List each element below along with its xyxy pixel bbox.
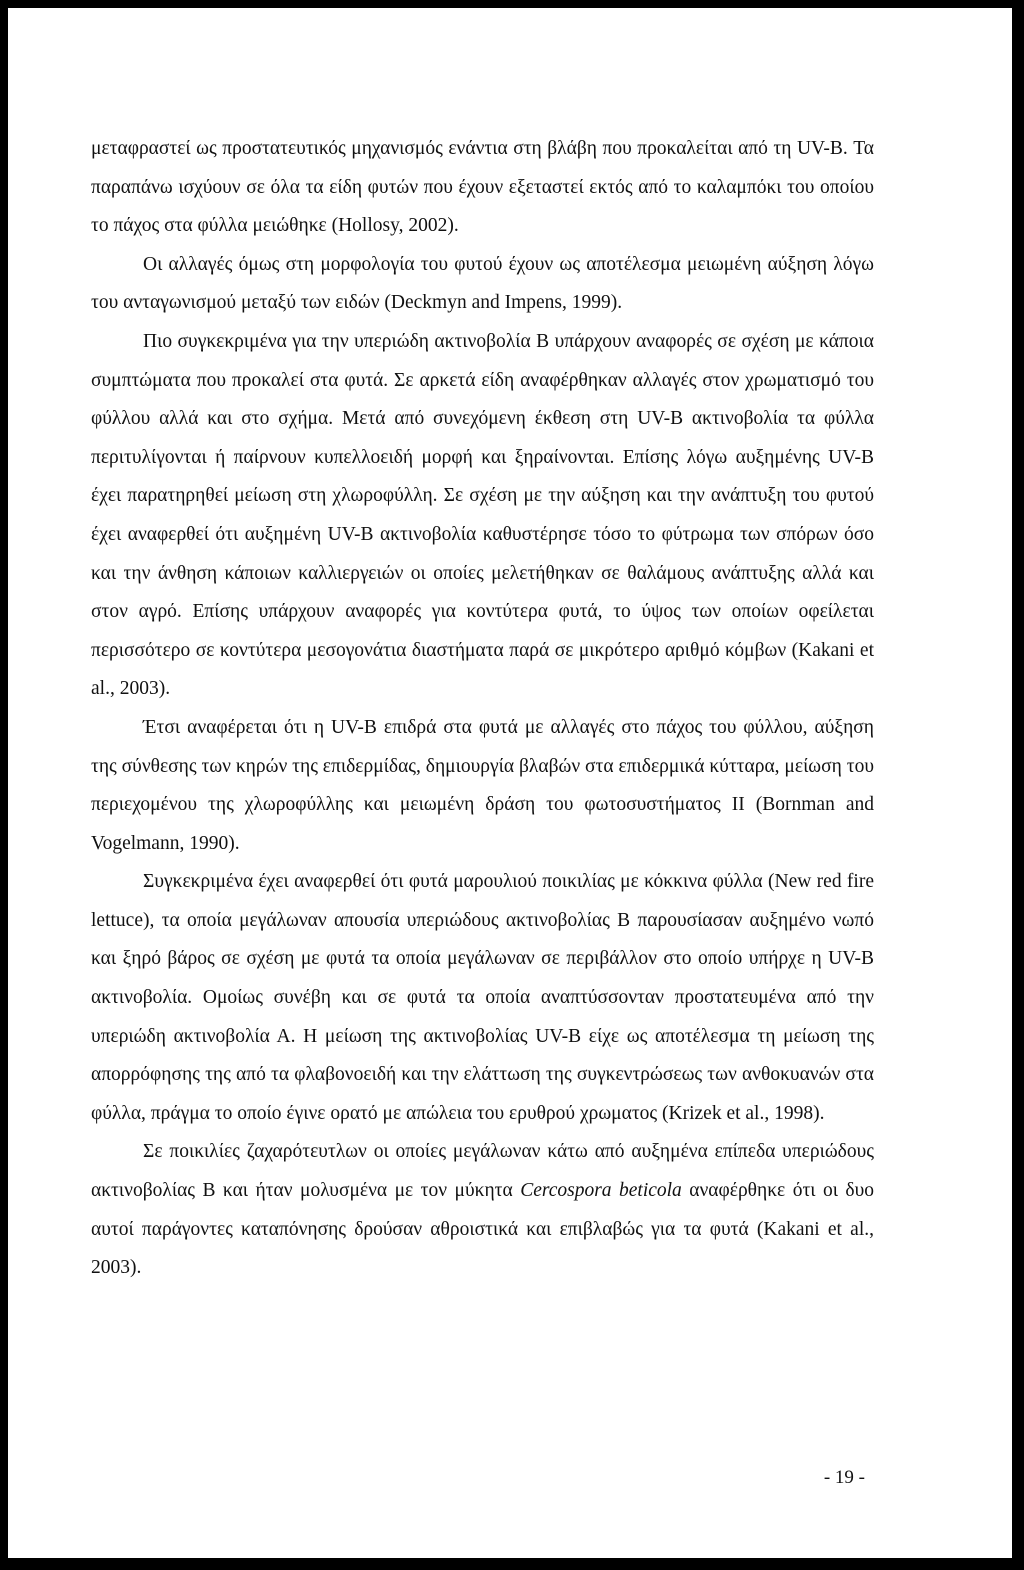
paragraph-2: Οι αλλαγές όμως στη μορφολογία του φυτού έχουν ως αποτέλεσμα μειωμένη αύξηση λόγω του ανταγωνισμού μεταξύ των ειδών (Deckmyn and Impens, 1999). [91,253,874,314]
paragraph-3: Πιο συγκεκριμένα για την υπεριώδη ακτινοβολία Β υπάρχουν αναφορές σε σχέση με κάποια συμπτώματα που προκαλεί στα φυτά. Σε αρκετά είδη αναφέρθηκαν αλλαγές στον χρωματισμό του φύλλου αλλά και στο σχήμα. Μετά από συνεχόμενη έκθεση στη UV-B ακτινοβολία τα φύλλα περιτυλίγονται ή παίρνουν κυπελλοειδή μορφή και ξηραίνονται. Επίσης λόγω αυξημένης UV-B έχει παρατηρηθεί μείωση στη χλωροφύλλη. Σε σχέση με την αύξηση και την ανάπτυξη του φυτού έχει αναφερθεί ότι αυξημένη UV-B ακτινοβολία καθυστέρησε τόσο το φύτρωμα των σπόρων όσο και την άνθηση κάποιων καλλιεργειών οι οποίες μελετήθηκαν σε θαλάμους ανάπτυξης αλλά και στον αγρό. Επίσης υπάρχουν αναφορές για κοντύτερα φυτά, το ύψος των οποίων οφείλεται περισσότερο σε κοντύτερα μεσογονάτια διαστήματα παρά σε μικρότερο αριθμό κόμβων (Kakani et al., 2003). [91,330,874,700]
paragraph-1: μεταφραστεί ως προστατευτικός μηχανισμός ενάντια στη βλάβη που προκαλείται από τη UV-B. Τα παραπάνω ισχύουν σε όλα τα είδη φυτών που έχουν εξεταστεί εκτός από το καλαμπόκι του οποίου το πάχος στα φύλλα μειώθηκε (Hollosy, 2002). [91,138,874,237]
body-text [91,130,874,1288]
species-name-italic: Cercospora beticola [520,1180,682,1202]
paragraph-6 [91,1133,874,1287]
paragraph-5: Συγκεκριμένα έχει αναφερθεί ότι φυτά μαρουλιού ποικιλίας με κόκκινα φύλλα (New red fire lettuce), τα οποία μεγάλωναν απουσία υπεριώδους ακτινοβολίας Β παρουσίασαν αυξημένο νωπό και ξηρό βάρος σε σχέση με φυτά τα οποία μεγάλωναν σε περιβάλλον στο οποίο υπήρχε η UV-B ακτινοβολία. Ομοίως συνέβη και σε φυτά τα οποία αναπτύσσονταν προστατευμένα από την υπεριώδη ακτινοβολία Α. Η μείωση της ακτινοβολίας UV-B είχε ως αποτέλεσμα τη μείωση της απορρόφησης της από τα φλαβονοειδή και την ελάττωση της συγκεντρώσεως των ανθοκυανών στα φύλλα, πράγμα το οποίο έγινε ορατό με απώλεια του ερυθρού χρωματος (Krizek et al., 1998). [91,871,874,1124]
page-number: - 19 - [823,1467,865,1488]
paragraph-4: Έτσι αναφέρεται ότι η UV-B επιδρά στα φυτά με αλλαγές στο πάχος του φύλλου, αύξηση της σύνθεσης των κηρών της επιδερμίδας, δημιουργία βλαβών στα επιδερμικά κύτταρα, μείωση του περιεχομένου της χλωροφύλλης και μειωμένη δράση του φωτοσυστήματος II (Bornman and Vogelmann, 1990). [91,716,874,854]
paragraph-6-text-before: Σε ποικιλίες ζαχαρότευτλων οι οποίες μεγάλωναν κάτω από αυξημένα επίπεδα υπεριώδους ακτινοβολίας Β και ήταν μολυσμένα με τον μύκητα [91,1141,874,1202]
document-page [8,8,1012,1558]
paragraph-6-text-after: αναφέρθηκε ότι οι δυο αυτοί παράγοντες καταπόνησης δρούσαν αθροιστικά και επιβλαβώς για τα φυτά (Kakani et al., 2003). [91,1180,875,1279]
